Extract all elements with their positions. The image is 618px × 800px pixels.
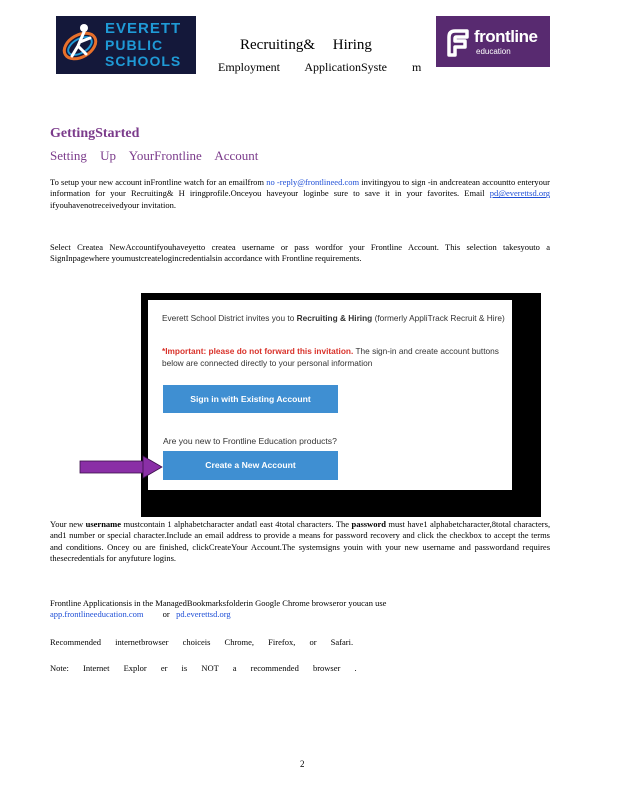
credentials-paragraph <box>50 519 550 564</box>
bookmarks-paragraph <box>50 598 550 621</box>
p3-text-a: Your new <box>50 519 84 529</box>
section-subtitle: Setting Up YourFrontline Account <box>50 148 259 163</box>
create-account-paragraph: Select Createa NewAccountifyouhaveyetto createa username or pass wordfor your Frontline Account. This selection takesyouto a SignInpagewhere youmustcreatelogincredentialsin accordance with Frontline requirements. <box>50 242 550 264</box>
document-subtitle: Employment ApplicationSyste m <box>218 60 422 74</box>
logo-word-schools: SCHOOLS <box>105 53 182 69</box>
sign-in-existing-account-button[interactable]: Sign in with Existing Account <box>163 385 338 413</box>
everett-public-schools-logo <box>56 16 196 74</box>
p1-text-c: ifyouhavenotreceivedyour invitation. <box>50 199 177 210</box>
warning-important: *Important: please do not forward this invitation. <box>162 346 354 356</box>
pd-email-link[interactable]: pd@everettsd.org <box>489 188 550 199</box>
document-title: Recruiting& Hiring <box>240 37 372 53</box>
browser-note: Note: Internet Explor er is NOT a recommended browser . <box>50 663 357 673</box>
noreply-email-link[interactable]: no -reply@frontlineed.com <box>266 177 360 187</box>
frontline-logo-word: frontline <box>474 27 538 46</box>
p3-text-b: mustcontain 1 alphabetcharacter andatl east 4total characters. The <box>123 519 350 529</box>
warning-rest: The sign-in and create account buttons below are connected directly to your personal information <box>162 346 499 368</box>
password-term: password <box>351 519 386 529</box>
p4-or: or <box>162 609 170 620</box>
logo-word-public: PUBLIC <box>105 37 164 53</box>
invite-text-a: Everett School District invites you to <box>162 313 297 323</box>
invite-text-c: (formerly AppliTrack Recruit & Hire) <box>372 313 505 323</box>
frontline-mark-icon <box>443 27 471 57</box>
p1-text-a: To setup your new account inFrontline watch for an emailfrom <box>50 177 265 187</box>
username-term: username <box>85 519 122 529</box>
page-number: 2 <box>300 759 305 769</box>
invitation-warning <box>162 345 508 369</box>
create-new-account-button[interactable]: Create a New Account <box>163 451 338 480</box>
section-title: GettingStarted <box>50 126 140 141</box>
frontline-app-link[interactable]: app.frontlineeducation.com <box>50 609 144 620</box>
frontline-logo-sub: education <box>476 47 511 56</box>
logo-word-everett: EVERETT <box>105 20 182 37</box>
invite-product-name: Recruiting & Hiring <box>296 313 373 323</box>
browser-recommendation: Recommended internetbrowser choiceis Chrome, Firefox, or Safari. <box>50 637 354 647</box>
student-swirl-icon <box>60 20 102 68</box>
p1-text-b: invitingyou to sign -in andcreatean accountto enteryour information for your Recruiting& H iringprofile.Onceyou haveyour loginbe sure to save it in your favorites. Email <box>50 177 550 199</box>
p4-text-a: Frontline Applicationsis in the ManagedBookmarksfolderin Google Chrome browseror youcan use <box>50 598 387 608</box>
intro-paragraph <box>50 177 550 211</box>
p3-text-c: must have1 alphabetcharacter,8total characters, and1 number or special character.Include an email address to provide a means for password recovery and click the checkbox to accept the terms and conditions. Oncey ou are finished, clickCreateYour Account.The systemsigns youin with your new username and passwordand requires thesecredentials for anyfuture logins. <box>50 519 551 563</box>
frontline-education-logo <box>436 16 550 67</box>
pd-site-link[interactable]: pd.everettsd.org <box>176 609 231 620</box>
new-to-frontline-question: Are you new to Frontline Education products? <box>163 436 337 446</box>
arrow-right-icon <box>79 455 163 479</box>
invitation-text <box>162 312 508 324</box>
